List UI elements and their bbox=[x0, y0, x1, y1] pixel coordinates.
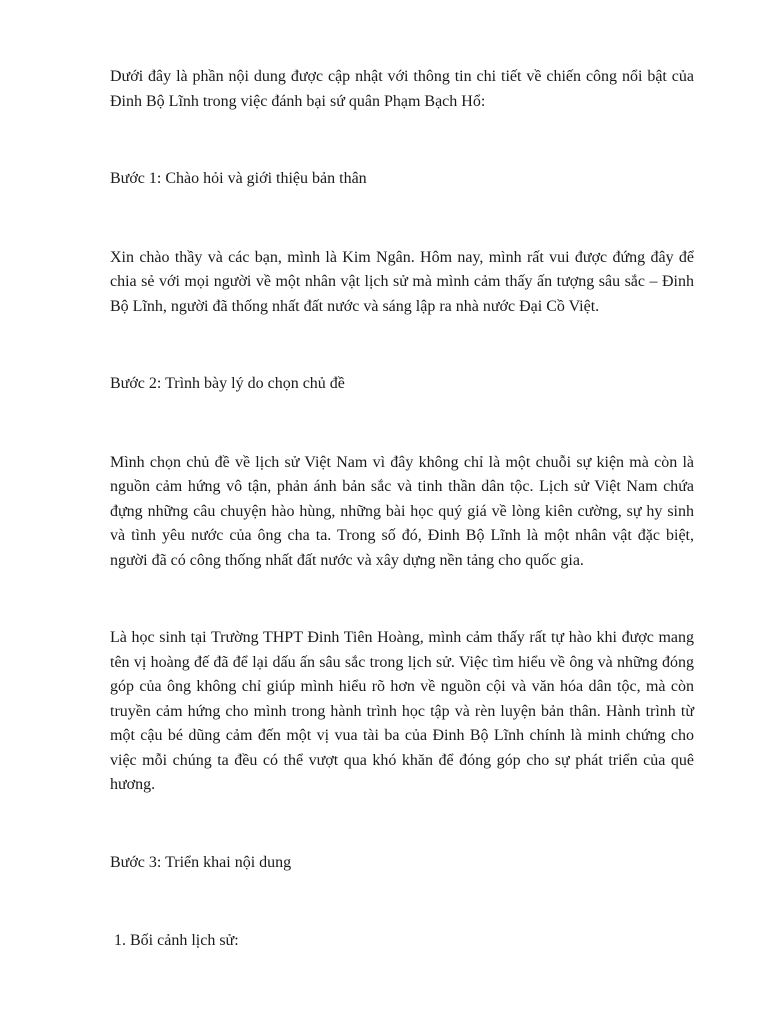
intro-paragraph: Dưới đây là phần nội dung được cập nhật với thông tin chi tiết về chiến công nổi bật của Đinh Bộ Lĩnh trong việc đánh bại sứ quân Phạm Bạch Hổ: bbox=[110, 68, 694, 110]
greeting-paragraph: Xin chào thầy và các bạn, mình là Kim Ngân. Hôm nay, mình rất vui được đứng đây để chia sẻ với mọi người về một nhân vật lịch sử mà mình cảm thấy ấn tượng sâu sắc – Đinh Bộ Lĩnh, người đã thống nhất đất nước và sáng lập ra nhà nước Đại Cồ Việt. bbox=[110, 248, 694, 315]
list-item-historical-context: 1. Bối cảnh lịch sử: bbox=[114, 932, 239, 949]
document-page bbox=[110, 65, 694, 954]
school-pride-paragraph: Là học sinh tại Trường THPT Đinh Tiên Hoàng, mình cảm thấy rất tự hào khi được mang tên vị hoàng đế đã để lại dấu ấn sâu sắc trong lịch sử. Việc tìm hiểu về ông và những đóng góp của ông không chỉ giúp mình hiểu rõ hơn về nguồn cội và văn hóa dân tộc, mà còn truyền cảm hứng cho mình trong hành trình học tập và rèn luyện bản thân. Hành trình từ một cậu bé dũng cảm đến một vị vua tài ba của Đinh Bộ Lĩnh chính là minh chứng cho việc mỗi chúng ta đều có thể vượt qua khó khăn để đóng góp cho sự phát triển của quê hương. bbox=[110, 629, 694, 793]
step2-heading: Bước 2: Trình bày lý do chọn chủ đề bbox=[110, 375, 345, 392]
step3-heading: Bước 3: Triển khai nội dung bbox=[110, 853, 292, 871]
topic-reason-paragraph: Mình chọn chủ đề về lịch sử Việt Nam vì đây không chỉ là một chuỗi sự kiện mà còn là nguồn cảm hứng vô tận, phản ánh bản sắc và tinh thần dân tộc. Lịch sử Việt Nam chứa đựng những câu chuyện hào hùng, những bài học quý giá về lòng kiên cường, sự hy sinh và tình yêu nước của ông cha ta. Trong số đó, Đinh Bộ Lĩnh là một nhân vật đặc biệt, người đã có công thống nhất đất nước và xây dựng nền tảng cho quốc gia. bbox=[110, 453, 694, 569]
step1-heading: Bước 1: Chào hỏi và giới thiệu bản thân bbox=[110, 170, 367, 187]
